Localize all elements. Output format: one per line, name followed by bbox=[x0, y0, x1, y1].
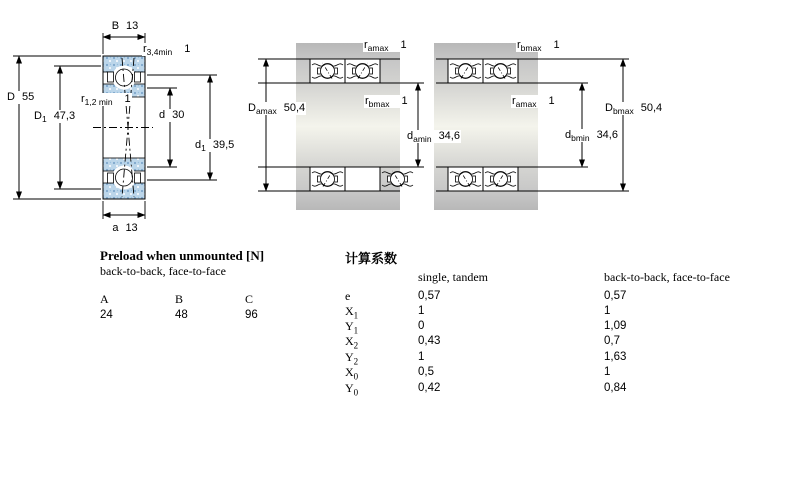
factor-value: 0,57 bbox=[604, 290, 627, 302]
factors-table-title: 计算系数 bbox=[345, 251, 398, 266]
factor-row-label: $Y_0$ bbox=[345, 381, 359, 398]
factor-value: 1 bbox=[604, 366, 611, 378]
factor-value: 0 bbox=[418, 320, 425, 332]
dim-label-Dbmax: $D_{bmax}$ 50,4 bbox=[605, 102, 663, 117]
factor-value: 1 bbox=[604, 305, 611, 317]
dim-label-damin: $d_{amin}$ 34,6 bbox=[407, 130, 460, 145]
dim-label-D: D 55 bbox=[7, 91, 35, 103]
bearing-cross-section bbox=[93, 56, 153, 199]
factor-value: 0,43 bbox=[418, 335, 441, 347]
dim-label-D1: $D_1$ 47,3 bbox=[34, 110, 76, 125]
factor-value: 1 bbox=[418, 305, 425, 317]
factors-col1-header: single, tandem bbox=[418, 270, 488, 284]
dim-label-B: B 13 bbox=[103, 20, 147, 33]
preload-col-header: B bbox=[175, 292, 184, 306]
factor-row-label: $Y_2$ bbox=[345, 350, 359, 367]
factor-row-label: $X_0$ bbox=[345, 365, 359, 382]
factor-value: 1,09 bbox=[604, 320, 627, 332]
factor-value: 0,84 bbox=[604, 382, 627, 394]
dim-label-Damax: $D_{amax}$ 50,4 bbox=[248, 102, 306, 117]
factor-value: 0,57 bbox=[418, 290, 441, 302]
dim-label-dbmin: $d_{bmin}$ 34,6 bbox=[565, 129, 618, 144]
preload-table-subtitle: back-to-back, face-to-face bbox=[100, 264, 226, 278]
preload-table-title: Preload when unmounted [N] bbox=[100, 248, 265, 263]
factor-value: 0,7 bbox=[604, 335, 620, 347]
factor-value: 1 bbox=[418, 351, 425, 363]
factor-value: 0,42 bbox=[418, 382, 441, 394]
factor-row-label: $X_2$ bbox=[345, 334, 359, 351]
dim-label-ramax-b: $r_{amax}$ 1 bbox=[512, 95, 555, 110]
factor-value: 0,5 bbox=[418, 366, 434, 378]
factor-row-label: $Y_1$ bbox=[345, 319, 359, 336]
preload-value: 48 bbox=[175, 309, 188, 321]
dim-label-rbmax-a: $r_{bmax}$ 1 bbox=[365, 95, 408, 110]
arrangement-a-drawing bbox=[258, 43, 424, 210]
dim-label-rbmax-b: $r_{bmax}$ 1 bbox=[517, 39, 560, 54]
dim-label-r34min: $r_{3,4min}$ 1 bbox=[143, 43, 191, 58]
dim-label-d1: $d_1$ 39,5 bbox=[195, 139, 235, 154]
preload-value: 96 bbox=[245, 309, 258, 321]
preload-col-header: A bbox=[100, 292, 109, 306]
preload-value: 24 bbox=[100, 309, 113, 321]
dim-label-a: a 13 bbox=[103, 222, 147, 235]
dim-label-r12min: $r_{1,2 min}$ 1 bbox=[81, 93, 131, 108]
dim-label-d: d 30 bbox=[159, 109, 185, 121]
factor-value: 1,63 bbox=[604, 351, 627, 363]
preload-col-header: C bbox=[245, 292, 254, 306]
factors-col2-header: back-to-back, face-to-face bbox=[604, 270, 730, 284]
arrangement-b-drawing bbox=[434, 43, 629, 210]
factor-row-label: $X_1$ bbox=[345, 304, 359, 321]
factor-row-label: e bbox=[345, 289, 351, 303]
dim-label-ramax-a: $r_{amax}$ 1 bbox=[364, 39, 407, 54]
